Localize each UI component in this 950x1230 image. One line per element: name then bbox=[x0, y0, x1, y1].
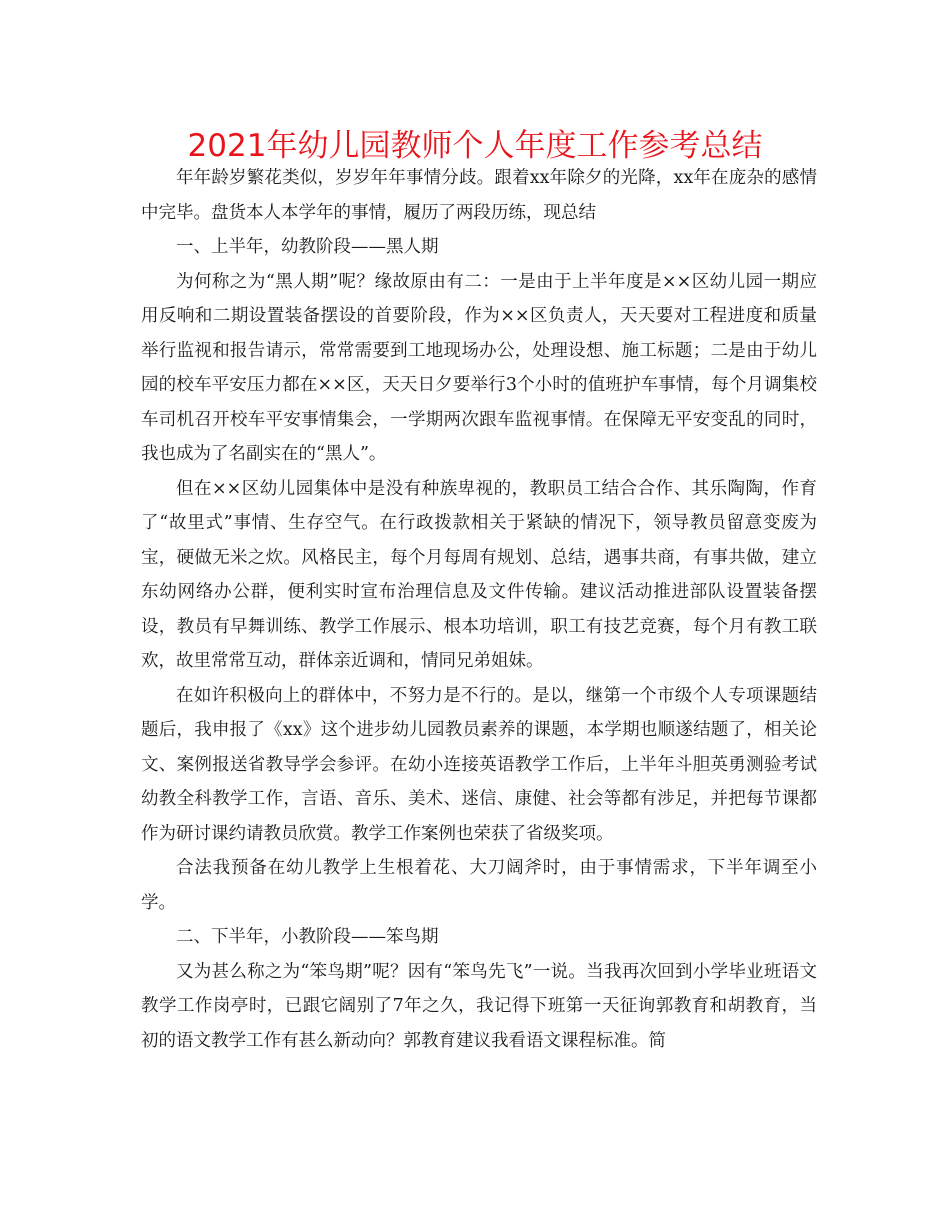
paragraph-transfer: 合法我预备在幼儿教学上生根着花、大刀阔斧时，由于事情需求，下半年调至小学。 bbox=[141, 858, 817, 913]
paragraph-kindergarten-team: 但在××区幼儿园集体中是没有种族卑视的，教职员工结合合作、其乐陶陶，作育了“故里式”事情、生存空气。在行政拨款相关于紧缺的情况下，领导教员留意变废为宝，硬做无米之炊。风格民主，每个月每周有规划、总结，遇事共商，有事共做，建立东幼网络办公群，便利实时宣布治理信息及文件传输。建议活动推进部队设置装备摆设，教员有早舞训练、教学工作展示、根本功培训，职工有技艺竞赛，每个月有教工联欢，故里常常互动，群体亲近调和，情同兄弟姐妹。 bbox=[141, 478, 817, 671]
document-title: 2021年幼儿园教师个人年度工作参考总结 bbox=[187, 128, 763, 164]
section-heading-second-half: 二、下半年，小教阶段——笨鸟期 bbox=[176, 927, 439, 947]
paragraph-black-period: 为何称之为“黑人期”呢？缘故原由有二：一是由于上半年度是××区幼儿园一期应用反响和二期设置装备摆设的首要阶段，作为××区负责人，天天要对工程进度和质量举行监视和报告请示，常常需要到工地现场办公，处理设想、施工标题；二是由于幼儿园的校车平安压力都在××区，天天日夕要举行3个小时的值班护车事情，每个月调集校车司机召开校车平安事情集会，一学期两次跟车监视事情。在保障无平安变乱的同时，我也成为了名副实在的“黑人”。 bbox=[141, 271, 817, 464]
paragraph-research: 在如许积极向上的群体中，不努力是不行的。是以，继第一个市级个人专项课题结题后，我申报了《xx》这个进步幼儿园教员素养的课题，本学期也顺遂结题了，相关论文、案例报送省教导学会参评。在幼小连接英语教学工作后，上半年斗胆英勇测验考试幼教全科教学工作，言语、音乐、美术、迷信、康健、社会等都有涉足，并把每节课都作为研讨课约请教员欣赏。教学工作案例也荣获了省级奖项。 bbox=[141, 685, 817, 844]
paragraph-intro: 年年龄岁繁花类似，岁岁年年事情分歧。跟着xx年除夕的光降，xx年在庞杂的感情中完毕。盘货本人本学年的事情，履历了两段历练，现总结 bbox=[141, 168, 817, 223]
document-body bbox=[141, 161, 817, 1058]
paragraph-bird-period: 又为甚么称之为“笨鸟期”呢？因有“笨鸟先飞”一说。当我再次回到小学毕业班语文教学工作岗亭时，已跟它阔别了7年之久，我记得下班第一天征询郭教育和胡教育，当初的语文教学工作有甚么新动向？郭教育建议我看语文课程标准。简 bbox=[141, 961, 817, 1051]
section-heading-first-half: 一、上半年，幼教阶段——黑人期 bbox=[176, 237, 439, 257]
